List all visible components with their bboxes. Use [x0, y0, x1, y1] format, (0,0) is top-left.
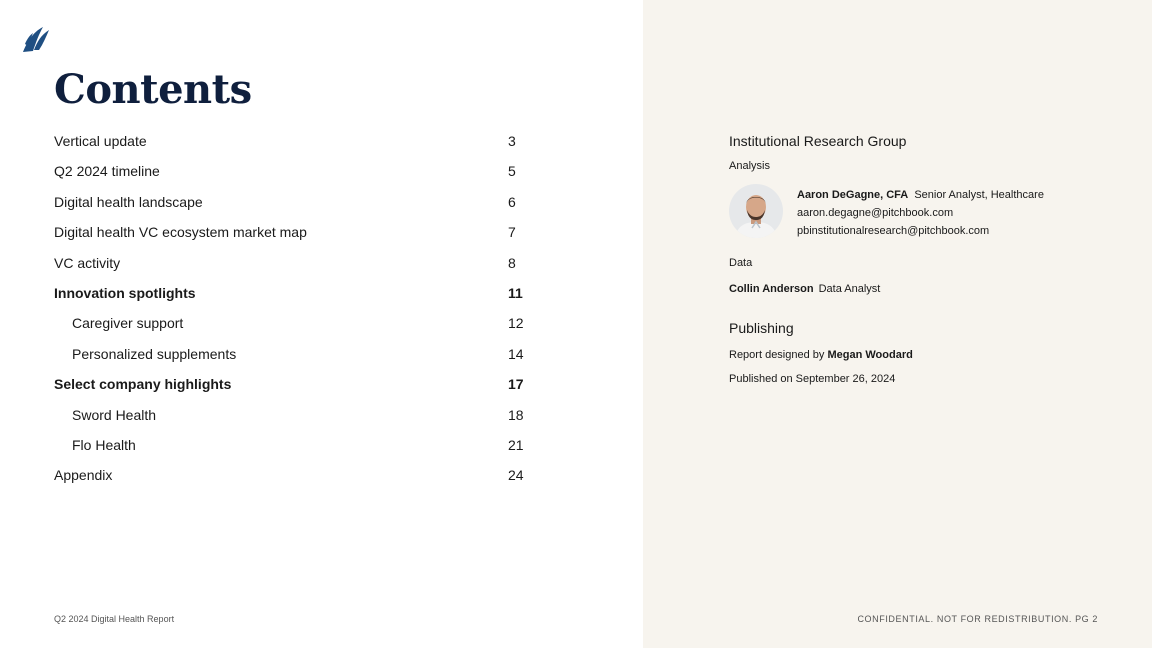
- toc-label: Innovation spotlights: [54, 284, 196, 301]
- toc-label: Personalized supplements: [72, 345, 237, 362]
- toc-page: 24: [508, 467, 524, 484]
- toc-page: 6: [508, 193, 516, 210]
- toc-label: Vertical update: [54, 133, 147, 149]
- toc-row[interactable]: [54, 194, 534, 224]
- pitchbook-logo-icon: [21, 24, 51, 54]
- data-analyst-role: Data Analyst: [818, 283, 881, 295]
- analyst-email-link[interactable]: aaron.degagne@pitchbook.com: [797, 207, 954, 219]
- research-group-heading: Institutional Research Group: [729, 133, 907, 149]
- toc-label: Q2 2024 timeline: [54, 163, 160, 180]
- toc-label: Caregiver support: [72, 315, 184, 332]
- toc-label: VC activity: [54, 254, 121, 271]
- toc-row[interactable]: [54, 315, 534, 345]
- table-of-contents: [54, 133, 534, 498]
- data-label: Data: [729, 257, 753, 269]
- toc-label: Flo Health: [72, 436, 136, 453]
- right-panel: [643, 0, 1152, 648]
- toc-label: Digital health VC ecosystem market map: [54, 224, 307, 241]
- designed-by-line: [729, 349, 913, 361]
- toc-label: Appendix: [54, 467, 113, 484]
- toc-page: 12: [508, 315, 524, 332]
- toc-label: Digital health landscape: [54, 193, 203, 210]
- toc-row[interactable]: [54, 376, 534, 406]
- published-date: Published on September 26, 2024: [729, 373, 896, 385]
- analyst-details: [797, 186, 1044, 240]
- designer-name: Megan Woodard: [827, 349, 913, 361]
- toc-row[interactable]: [54, 163, 534, 193]
- toc-page: 8: [508, 254, 516, 271]
- analyst-avatar: [729, 184, 783, 238]
- toc-page: 14: [508, 345, 524, 362]
- toc-row[interactable]: [54, 224, 534, 254]
- toc-label: Sword Health: [72, 406, 157, 423]
- toc-row[interactable]: [54, 285, 534, 315]
- toc-page: 11: [508, 284, 523, 301]
- analyst-role: Senior Analyst, Healthcare: [914, 189, 1044, 201]
- group-email-link[interactable]: pbinstitutionalresearch@pitchbook.com: [797, 225, 990, 237]
- data-team-line: [729, 283, 880, 295]
- toc-page: 3: [508, 133, 516, 149]
- footer-report-title: Q2 2024 Digital Health Report: [54, 614, 175, 624]
- toc-row[interactable]: [54, 467, 534, 497]
- toc-page: 5: [508, 163, 516, 180]
- designed-by-prefix: Report designed by: [729, 349, 825, 361]
- toc-row[interactable]: [54, 407, 534, 437]
- toc-page: 17: [508, 376, 524, 393]
- toc-row[interactable]: [54, 133, 534, 163]
- toc-page: 21: [508, 436, 524, 453]
- toc-row[interactable]: [54, 346, 534, 376]
- page-title: Contents: [54, 66, 252, 113]
- toc-row[interactable]: [54, 437, 534, 467]
- analysis-label: Analysis: [729, 160, 770, 172]
- avatar-photo-icon: [729, 184, 783, 238]
- publishing-heading: Publishing: [729, 320, 794, 336]
- toc-page: 18: [508, 406, 524, 423]
- toc-row[interactable]: [54, 255, 534, 285]
- toc-label: Select company highlights: [54, 376, 232, 393]
- analyst-name: Aaron DeGagne, CFA: [797, 189, 909, 201]
- data-analyst-name: Collin Anderson: [729, 283, 814, 295]
- footer-confidential: CONFIDENTIAL. NOT FOR REDISTRIBUTION. PG 2: [857, 614, 1098, 624]
- toc-page: 7: [508, 224, 516, 241]
